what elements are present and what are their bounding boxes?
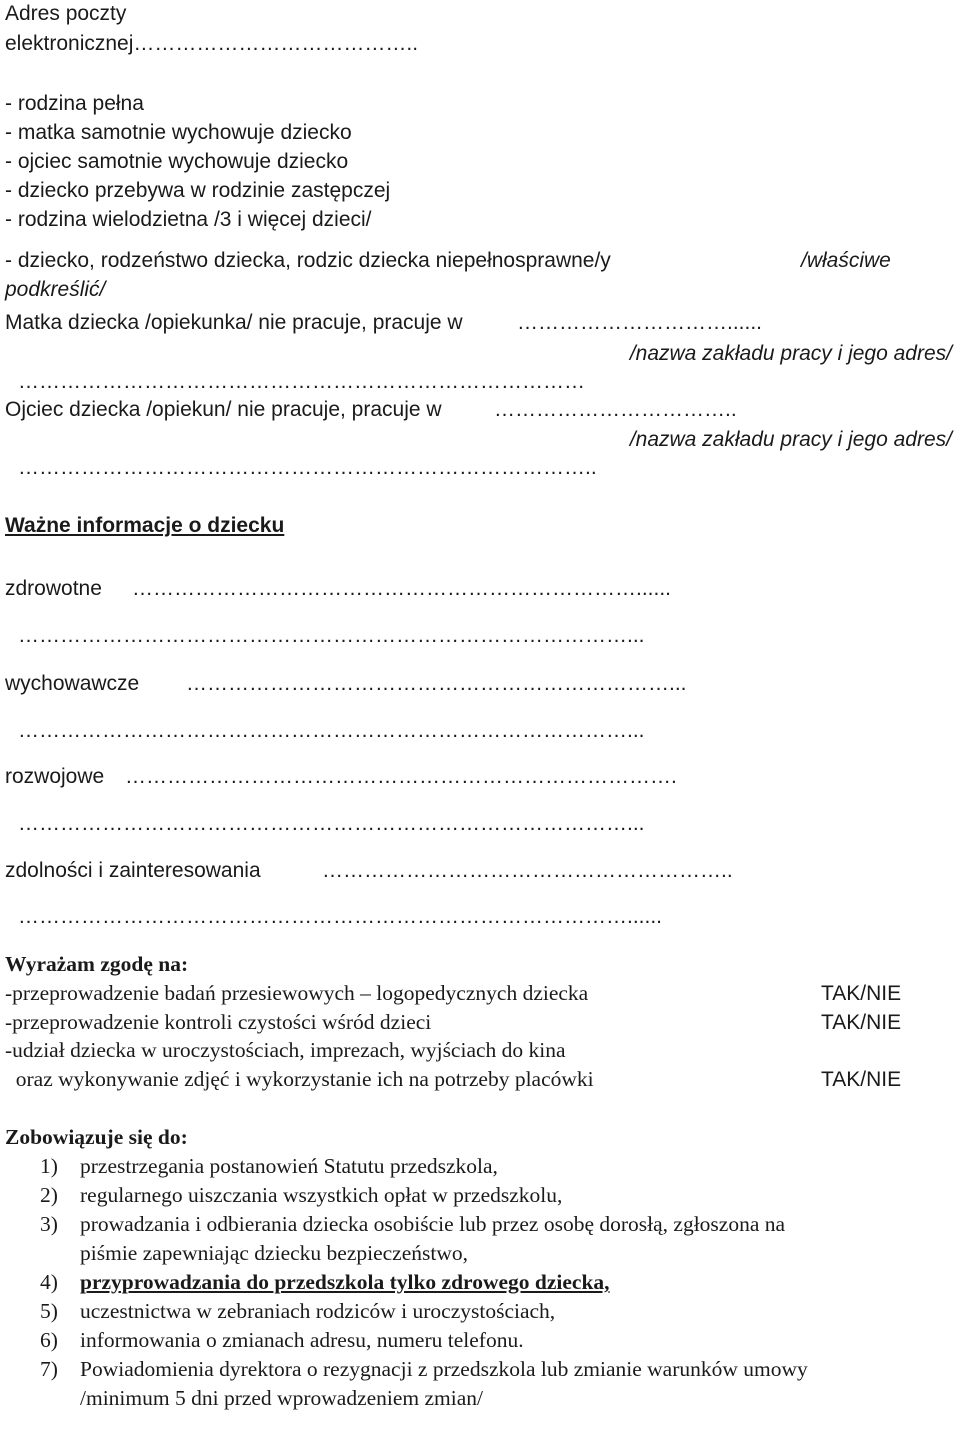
- email-label-line2: [5, 33, 418, 54]
- mother-employer-hint: /nazwa zakładu pracy i jego adres/: [629, 342, 952, 365]
- upbringing-label: wychowawcze: [5, 672, 140, 695]
- obligation-item: prowadzania i odbierania dziecka osobiście lub przez osobę dorosłą, zgłoszona na: [80, 1212, 786, 1236]
- consent-answer-screening[interactable]: TAK/NIE: [821, 982, 902, 1005]
- family-option-single-mother[interactable]: - matka samotnie wychowuje dziecko: [5, 121, 352, 144]
- important-info-heading: Ważne informacje o dziecku: [5, 514, 285, 537]
- upbringing-field-continued[interactable]: ……………………………………………………………………………...: [18, 720, 645, 741]
- interests-field[interactable]: …………………………………………………..: [322, 860, 733, 881]
- family-option-disability[interactable]: - dziecko, rodzeństwo dziecka, rodzic dziecka niepełnosprawne/y: [5, 249, 611, 272]
- obligation-number: 7): [40, 1357, 58, 1381]
- consent-item-screening: -przeprowadzenie badań przesiewowych – logopedycznych dziecka: [5, 981, 589, 1005]
- consent-heading: Wyrażam zgodę na:: [5, 952, 189, 976]
- consent-answer-events-photos[interactable]: TAK/NIE: [821, 1068, 902, 1091]
- father-employer-field[interactable]: ………………………………………………………………………..: [18, 457, 597, 478]
- underline-note-part1: /właściwe: [801, 249, 891, 272]
- obligation-item: regularnego uiszczania wszystkich opłat w przedszkolu,: [80, 1183, 563, 1207]
- father-employment-label: Ojciec dziecka /opiekun/ nie pracuje, pracuje w: [5, 398, 442, 421]
- mother-employer-field[interactable]: ………………………………………………………………………: [18, 371, 585, 392]
- email-dots[interactable]: …………………………………..: [133, 32, 419, 55]
- obligation-item-continued: /minimum 5 dni przed wprowadzeniem zmian/: [80, 1386, 484, 1410]
- upbringing-field[interactable]: ……………………………………………………………...: [186, 673, 687, 694]
- health-field[interactable]: ………………………………………………………………......: [132, 578, 672, 599]
- father-employment-field[interactable]: ……………………………..: [494, 399, 737, 420]
- consent-item-events: -udział dziecka w uroczystościach, imprezach, wyjściach do kina: [5, 1038, 566, 1062]
- health-label: zdrowotne: [5, 577, 102, 600]
- obligation-item: uczestnictwa w zebraniach rodziców i uroczystościach,: [80, 1299, 556, 1323]
- interests-label: zdolności i zainteresowania: [5, 859, 261, 882]
- mother-employment-label: Matka dziecka /opiekunka/ nie pracuje, pracuje w: [5, 311, 463, 334]
- obligation-item: informowania o zmianach adresu, numeru telefonu.: [80, 1328, 524, 1352]
- email-label-line1: Adres poczty: [5, 2, 127, 25]
- interests-field-continued[interactable]: ……………………………………………………………………………......: [18, 906, 663, 927]
- family-option-large[interactable]: - rodzina wielodzietna /3 i więcej dzieci/: [5, 208, 372, 231]
- mother-employment-field[interactable]: …………………………......: [517, 312, 763, 333]
- obligation-item: Powiadomienia dyrektora o rezygnacji z przedszkola lub zmianie warunków umowy: [80, 1357, 808, 1381]
- obligations-heading: Zobowiązuje się do:: [5, 1125, 188, 1149]
- underline-note-part2: podkreślić/: [5, 278, 106, 301]
- family-option-foster[interactable]: - dziecko przebywa w rodzinie zastępczej: [5, 179, 391, 202]
- obligation-item-continued: piśmie zapewniając dziecku bezpieczeństwo,: [80, 1241, 469, 1265]
- consent-item-photos: oraz wykonywanie zdjęć i wykorzystanie ich na potrzeby placówki: [5, 1067, 594, 1091]
- consent-answer-hygiene[interactable]: TAK/NIE: [821, 1011, 902, 1034]
- obligation-number: 4): [40, 1270, 58, 1294]
- obligation-number: 2): [40, 1183, 58, 1207]
- email-label-text: elektronicznej: [5, 32, 134, 55]
- obligation-item-emphasized: przyprowadzania do przedszkola tylko zdrowego dziecka,: [80, 1270, 610, 1294]
- obligation-item: przestrzegania postanowień Statutu przedszkola,: [80, 1154, 498, 1178]
- development-field-continued[interactable]: ……………………………………………………………………………...: [18, 813, 645, 834]
- consent-item-hygiene: -przeprowadzenie kontroli czystości wśród dzieci: [5, 1010, 432, 1034]
- obligation-number: 6): [40, 1328, 58, 1352]
- obligation-number: 1): [40, 1154, 58, 1178]
- family-option-full[interactable]: - rodzina pełna: [5, 92, 144, 115]
- father-employer-hint: /nazwa zakładu pracy i jego adres/: [629, 428, 952, 451]
- development-label: rozwojowe: [5, 765, 105, 788]
- obligation-number: 5): [40, 1299, 58, 1323]
- health-field-continued[interactable]: ……………………………………………………………………………...: [18, 625, 645, 646]
- development-field[interactable]: …………………………………………………………………….: [125, 766, 677, 787]
- family-option-single-father[interactable]: - ojciec samotnie wychowuje dziecko: [5, 150, 349, 173]
- obligation-number: 3): [40, 1212, 58, 1236]
